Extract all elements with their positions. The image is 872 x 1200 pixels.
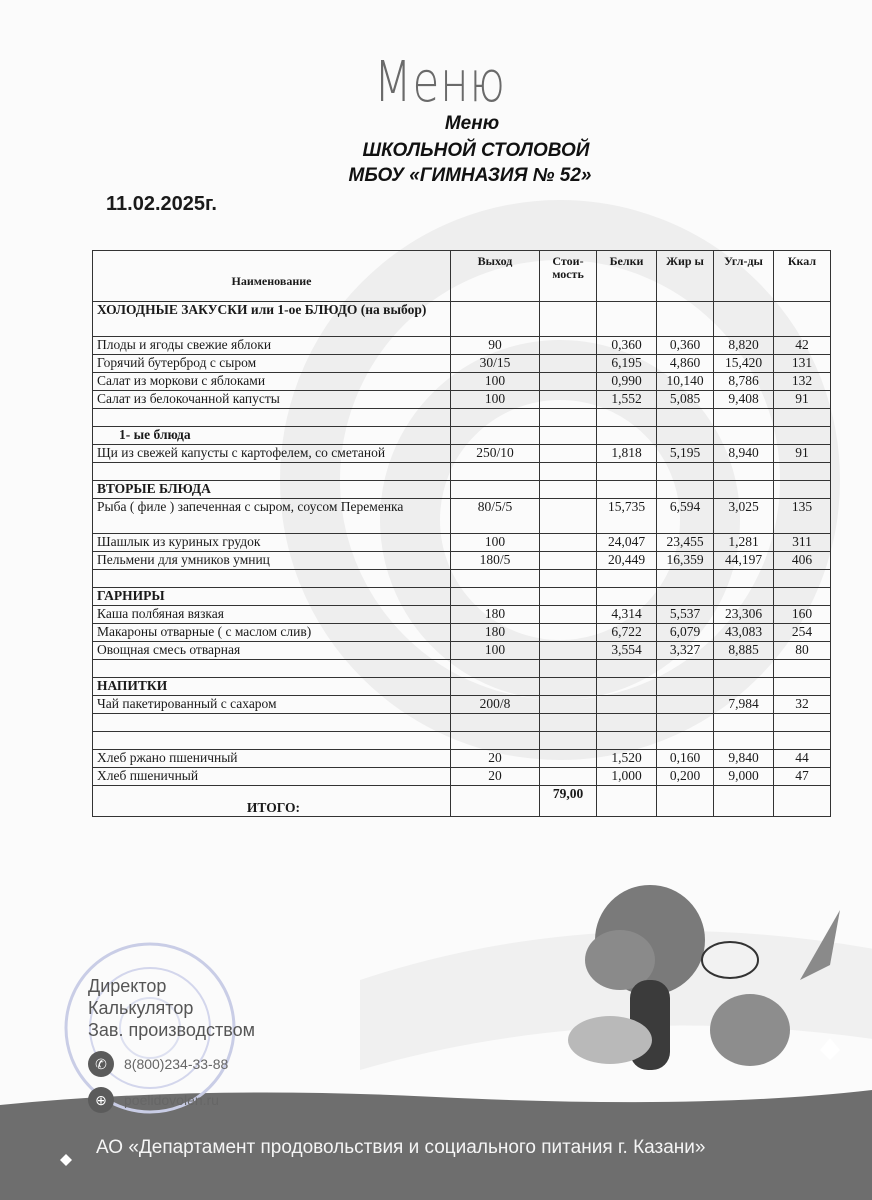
table-cell bbox=[597, 409, 657, 427]
dish-kcal: 135 bbox=[774, 499, 831, 534]
role-director: Директор bbox=[88, 976, 167, 996]
table-cell bbox=[774, 786, 831, 817]
dish-cost bbox=[540, 534, 597, 552]
dish-row bbox=[93, 337, 831, 355]
table-cell bbox=[93, 660, 451, 678]
dish-name: Чай пакетированный с сахаром bbox=[93, 696, 451, 714]
table-cell bbox=[657, 786, 714, 817]
table-cell bbox=[540, 302, 597, 337]
table-cell bbox=[451, 463, 540, 481]
dish-kcal: 132 bbox=[774, 373, 831, 391]
category-title: ХОЛОДНЫЕ ЗАКУСКИ или 1-ое БЛЮДО (на выбор) bbox=[93, 302, 451, 337]
column-header-fat: Жир ы bbox=[657, 251, 714, 302]
table-cell bbox=[597, 570, 657, 588]
food-mascots-illustration bbox=[540, 870, 860, 1100]
dish-cost bbox=[540, 445, 597, 463]
empty-row bbox=[93, 732, 831, 750]
empty-row bbox=[93, 463, 831, 481]
dish-protein: 6,195 bbox=[597, 355, 657, 373]
dish-row bbox=[93, 606, 831, 624]
dish-fat: 4,860 bbox=[657, 355, 714, 373]
dish-cost bbox=[540, 606, 597, 624]
organization-name: АО «Департамент продовольствия и социального питания г. Казани» bbox=[96, 1137, 706, 1158]
table-cell bbox=[657, 302, 714, 337]
dish-carbs: 9,000 bbox=[714, 768, 774, 786]
dish-cost bbox=[540, 391, 597, 409]
category-row bbox=[93, 302, 831, 337]
table-cell bbox=[774, 481, 831, 499]
dish-carbs: 7,984 bbox=[714, 696, 774, 714]
dish-fat: 6,079 bbox=[657, 624, 714, 642]
dish-output: 30/15 bbox=[451, 355, 540, 373]
dish-cost bbox=[540, 624, 597, 642]
table-cell bbox=[714, 481, 774, 499]
globe-icon: ⊕ bbox=[88, 1087, 114, 1113]
table-cell bbox=[774, 302, 831, 337]
phone-icon: ✆ bbox=[88, 1051, 114, 1077]
table-cell bbox=[774, 409, 831, 427]
table-cell bbox=[714, 714, 774, 732]
dish-output: 180 bbox=[451, 624, 540, 642]
dish-name: Хлеб ржано пшеничный bbox=[93, 750, 451, 768]
dish-row bbox=[93, 624, 831, 642]
table-cell bbox=[451, 660, 540, 678]
phone-row bbox=[88, 1051, 255, 1077]
dish-kcal: 160 bbox=[774, 606, 831, 624]
table-header-row bbox=[93, 251, 831, 302]
column-header-name: Наименование bbox=[93, 251, 451, 302]
dish-output: 100 bbox=[451, 534, 540, 552]
dish-kcal: 47 bbox=[774, 768, 831, 786]
table-cell bbox=[451, 714, 540, 732]
menu-date: 11.02.2025г. bbox=[106, 193, 217, 215]
dish-output: 100 bbox=[451, 642, 540, 660]
table-cell bbox=[597, 481, 657, 499]
table-cell bbox=[540, 570, 597, 588]
menu-table bbox=[92, 250, 831, 817]
menu-title: Меню bbox=[444, 113, 500, 134]
table-cell bbox=[714, 427, 774, 445]
dish-fat: 0,200 bbox=[657, 768, 714, 786]
table-cell bbox=[540, 481, 597, 499]
dish-name: Пельмени для умников умниц bbox=[93, 552, 451, 570]
table-cell bbox=[714, 678, 774, 696]
dish-carbs: 8,786 bbox=[714, 373, 774, 391]
table-cell bbox=[93, 463, 451, 481]
dish-kcal: 42 bbox=[774, 337, 831, 355]
dish-carbs: 23,306 bbox=[714, 606, 774, 624]
dish-cost bbox=[540, 355, 597, 373]
table-cell bbox=[451, 588, 540, 606]
table-cell bbox=[540, 732, 597, 750]
dish-output: 180 bbox=[451, 606, 540, 624]
dish-carbs: 8,940 bbox=[714, 445, 774, 463]
dish-carbs: 8,885 bbox=[714, 642, 774, 660]
table-cell bbox=[597, 678, 657, 696]
dish-cost bbox=[540, 642, 597, 660]
dish-name: Салат из моркови с яблоками bbox=[93, 373, 451, 391]
role-production-head: Зав. производством bbox=[88, 1020, 255, 1040]
table-cell bbox=[451, 732, 540, 750]
dish-kcal: 406 bbox=[774, 552, 831, 570]
table-cell bbox=[597, 463, 657, 481]
dish-row bbox=[93, 534, 831, 552]
table-cell bbox=[714, 570, 774, 588]
contacts-block bbox=[88, 975, 255, 1113]
dish-protein: 6,722 bbox=[597, 624, 657, 642]
table-cell bbox=[657, 678, 714, 696]
dish-name: Шашлык из куриных грудок bbox=[93, 534, 451, 552]
dish-output: 100 bbox=[451, 391, 540, 409]
category-row bbox=[93, 427, 831, 445]
dish-protein: 15,735 bbox=[597, 499, 657, 534]
dish-output: 20 bbox=[451, 750, 540, 768]
dish-row bbox=[93, 355, 831, 373]
dish-kcal: 80 bbox=[774, 642, 831, 660]
dish-carbs: 44,197 bbox=[714, 552, 774, 570]
table-cell bbox=[597, 714, 657, 732]
category-title: 1- ые блюда bbox=[93, 427, 451, 445]
dish-carbs: 9,408 bbox=[714, 391, 774, 409]
dish-protein: 1,520 bbox=[597, 750, 657, 768]
dish-cost bbox=[540, 552, 597, 570]
menu-table-body bbox=[93, 302, 831, 786]
total-cost: 79,00 bbox=[540, 786, 597, 817]
table-cell bbox=[597, 427, 657, 445]
dish-name: Плоды и ягоды свежие яблоки bbox=[93, 337, 451, 355]
table-cell bbox=[657, 463, 714, 481]
dish-row bbox=[93, 750, 831, 768]
dish-carbs: 3,025 bbox=[714, 499, 774, 534]
dish-fat: 10,140 bbox=[657, 373, 714, 391]
category-title: НАПИТКИ bbox=[93, 678, 451, 696]
empty-row bbox=[93, 570, 831, 588]
column-header-output: Выход bbox=[451, 251, 540, 302]
dish-protein: 20,449 bbox=[597, 552, 657, 570]
dish-carbs: 1,281 bbox=[714, 534, 774, 552]
table-cell bbox=[657, 570, 714, 588]
dish-row bbox=[93, 499, 831, 534]
dish-protein: 1,552 bbox=[597, 391, 657, 409]
table-cell bbox=[774, 714, 831, 732]
dish-kcal: 91 bbox=[774, 391, 831, 409]
dish-fat: 16,359 bbox=[657, 552, 714, 570]
dish-row bbox=[93, 552, 831, 570]
column-header-protein: Белки bbox=[597, 251, 657, 302]
table-cell bbox=[93, 570, 451, 588]
table-cell bbox=[657, 409, 714, 427]
dish-name: Каша полбяная вязкая bbox=[93, 606, 451, 624]
dish-protein: 1,000 bbox=[597, 768, 657, 786]
table-cell bbox=[597, 588, 657, 606]
table-cell bbox=[774, 588, 831, 606]
table-cell bbox=[657, 427, 714, 445]
dish-carbs: 43,083 bbox=[714, 624, 774, 642]
dish-name: Щи из свежей капусты с картофелем, со сметаной bbox=[93, 445, 451, 463]
table-cell bbox=[540, 678, 597, 696]
table-cell bbox=[540, 409, 597, 427]
table-cell bbox=[93, 409, 451, 427]
table-cell bbox=[774, 678, 831, 696]
dish-fat: 0,360 bbox=[657, 337, 714, 355]
dish-row bbox=[93, 642, 831, 660]
dish-name: Рыба ( филе ) запеченная с сыром, соусом Переменка bbox=[93, 499, 451, 534]
dish-row bbox=[93, 391, 831, 409]
table-cell bbox=[451, 786, 540, 817]
empty-row bbox=[93, 660, 831, 678]
dish-protein: 24,047 bbox=[597, 534, 657, 552]
dish-fat: 5,085 bbox=[657, 391, 714, 409]
table-cell bbox=[657, 481, 714, 499]
dish-carbs: 9,840 bbox=[714, 750, 774, 768]
dish-fat: 6,594 bbox=[657, 499, 714, 534]
dish-protein: 1,818 bbox=[597, 445, 657, 463]
table-cell bbox=[597, 732, 657, 750]
table-cell bbox=[451, 570, 540, 588]
dish-name: Макароны отварные ( с маслом слив) bbox=[93, 624, 451, 642]
role-calculator: Калькулятор bbox=[88, 998, 194, 1018]
dish-kcal: 254 bbox=[774, 624, 831, 642]
table-cell bbox=[714, 588, 774, 606]
table-cell bbox=[597, 786, 657, 817]
dish-protein bbox=[597, 696, 657, 714]
table-cell bbox=[451, 678, 540, 696]
website-link: poelidovolen.ru bbox=[124, 1092, 219, 1108]
dish-output: 90 bbox=[451, 337, 540, 355]
table-cell bbox=[451, 409, 540, 427]
table-cell bbox=[657, 714, 714, 732]
table-cell bbox=[714, 786, 774, 817]
dish-fat: 0,160 bbox=[657, 750, 714, 768]
table-cell bbox=[774, 463, 831, 481]
phone-number: 8(800)234-33-88 bbox=[124, 1056, 229, 1072]
column-header-kcal: Ккал bbox=[774, 251, 831, 302]
table-cell bbox=[774, 732, 831, 750]
dish-row bbox=[93, 696, 831, 714]
dish-name: Салат из белокочанной капусты bbox=[93, 391, 451, 409]
empty-row bbox=[93, 714, 831, 732]
dish-output: 20 bbox=[451, 768, 540, 786]
table-cell bbox=[540, 714, 597, 732]
canteen-title: ШКОЛЬНОЙ СТОЛОВОЙ bbox=[362, 140, 590, 161]
column-header-cost: Стои-мость bbox=[540, 251, 597, 302]
total-row bbox=[93, 786, 831, 817]
school-title: МБОУ «ГИМНАЗИЯ № 52» bbox=[348, 165, 592, 186]
dish-fat: 3,327 bbox=[657, 642, 714, 660]
dish-row bbox=[93, 373, 831, 391]
table-cell bbox=[657, 660, 714, 678]
dish-kcal: 32 bbox=[774, 696, 831, 714]
table-cell bbox=[657, 588, 714, 606]
category-title: ГАРНИРЫ bbox=[93, 588, 451, 606]
dish-cost bbox=[540, 768, 597, 786]
dish-cost bbox=[540, 696, 597, 714]
dish-output: 200/8 bbox=[451, 696, 540, 714]
table-cell bbox=[451, 427, 540, 445]
table-cell bbox=[714, 409, 774, 427]
dish-carbs: 8,820 bbox=[714, 337, 774, 355]
dish-fat: 5,195 bbox=[657, 445, 714, 463]
category-row bbox=[93, 481, 831, 499]
table-cell bbox=[774, 660, 831, 678]
dish-kcal: 44 bbox=[774, 750, 831, 768]
dish-output: 100 bbox=[451, 373, 540, 391]
table-cell bbox=[451, 481, 540, 499]
dish-name: Горячий бутерброд с сыром bbox=[93, 355, 451, 373]
table-cell bbox=[774, 427, 831, 445]
dish-kcal: 311 bbox=[774, 534, 831, 552]
table-cell bbox=[540, 588, 597, 606]
dish-protein: 3,554 bbox=[597, 642, 657, 660]
category-title: ВТОРЫЕ БЛЮДА bbox=[93, 481, 451, 499]
dish-cost bbox=[540, 337, 597, 355]
empty-row bbox=[93, 409, 831, 427]
dish-name: Хлеб пшеничный bbox=[93, 768, 451, 786]
total-label: ИТОГО: bbox=[93, 786, 451, 817]
dish-row bbox=[93, 445, 831, 463]
dish-row bbox=[93, 768, 831, 786]
category-row bbox=[93, 588, 831, 606]
dish-carbs: 15,420 bbox=[714, 355, 774, 373]
table-cell bbox=[714, 660, 774, 678]
dish-kcal: 131 bbox=[774, 355, 831, 373]
dish-output: 80/5/5 bbox=[451, 499, 540, 534]
dish-protein: 0,360 bbox=[597, 337, 657, 355]
dish-fat bbox=[657, 696, 714, 714]
dish-cost bbox=[540, 750, 597, 768]
category-row bbox=[93, 678, 831, 696]
table-cell bbox=[714, 463, 774, 481]
dish-cost bbox=[540, 373, 597, 391]
dish-fat: 23,455 bbox=[657, 534, 714, 552]
table-cell bbox=[657, 732, 714, 750]
dish-output: 250/10 bbox=[451, 445, 540, 463]
table-cell bbox=[597, 302, 657, 337]
website-row bbox=[88, 1087, 255, 1113]
dish-fat: 5,537 bbox=[657, 606, 714, 624]
dish-protein: 4,314 bbox=[597, 606, 657, 624]
table-cell bbox=[451, 302, 540, 337]
table-cell bbox=[540, 427, 597, 445]
table-cell bbox=[714, 732, 774, 750]
table-cell bbox=[93, 732, 451, 750]
table-cell bbox=[540, 660, 597, 678]
dish-protein: 0,990 bbox=[597, 373, 657, 391]
dish-cost bbox=[540, 499, 597, 534]
handwritten-title: Меню bbox=[374, 50, 506, 115]
table-cell bbox=[774, 570, 831, 588]
table-cell bbox=[714, 302, 774, 337]
table-cell bbox=[597, 660, 657, 678]
dish-name: Овощная смесь отварная bbox=[93, 642, 451, 660]
dish-output: 180/5 bbox=[451, 552, 540, 570]
column-header-carbs: Угл-ды bbox=[714, 251, 774, 302]
table-cell bbox=[93, 714, 451, 732]
table-cell bbox=[540, 463, 597, 481]
dish-kcal: 91 bbox=[774, 445, 831, 463]
